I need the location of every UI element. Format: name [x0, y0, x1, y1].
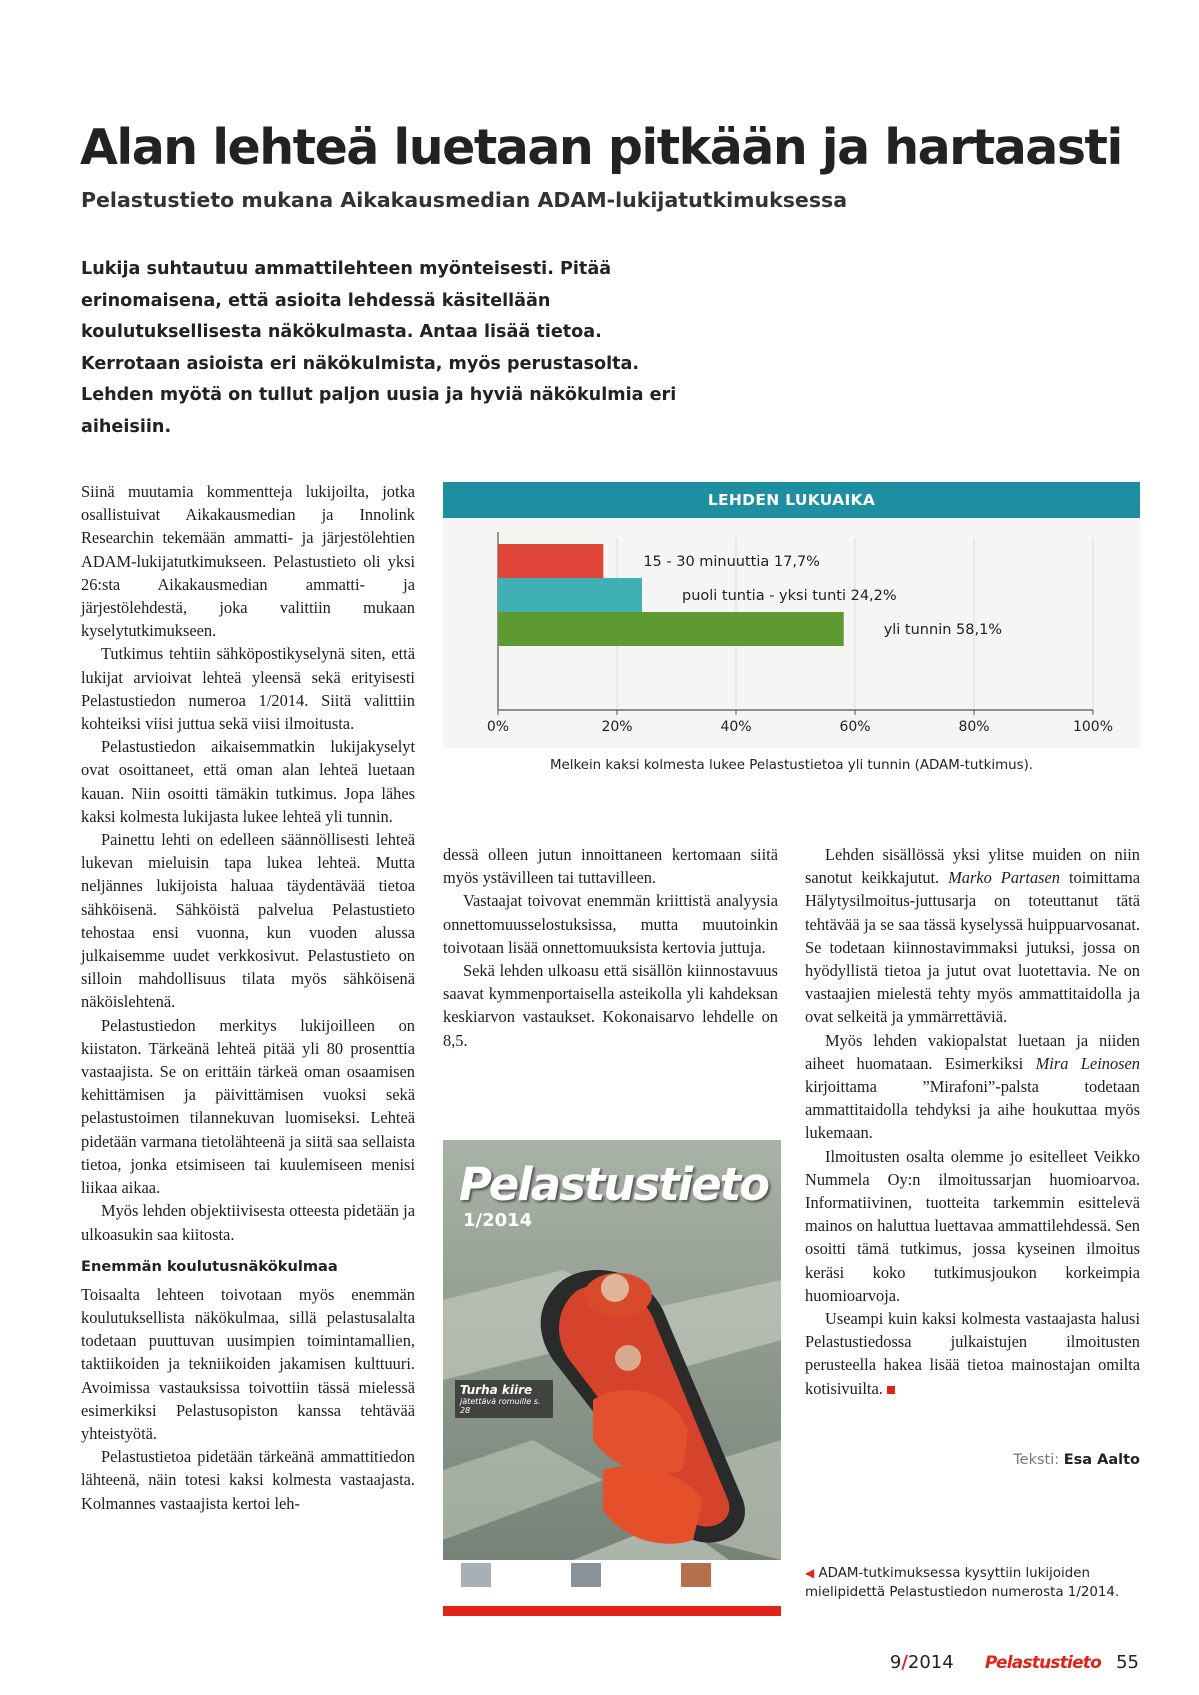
cover-teaser — [455, 1380, 553, 1418]
chart-data-label: 15 - 30 minuuttia 17,7% — [643, 554, 820, 570]
paragraph: Pelastustiedon merkitys lukijoilleen on kiistaton. Tärkeänä lehteä pitää yli 80 prosenttia vastaajista. Se on erittäin tärkeä oman osaamisen kehittämisen ja päivittämisen vuoksi sekä pelastustoimen tilannekuvan luomiseksi. Lehteä pidetään varmana tietolähteenä ja siitä saa sellaista tietoa, jonka etsimiseen tai kuulemiseen menisi liikaa aikaa. — [81, 1015, 415, 1198]
end-mark — [887, 1386, 895, 1394]
byline-label: Teksti: — [1013, 1452, 1060, 1468]
page-footer — [890, 1652, 1139, 1673]
paragraph: Myös lehden objektiivisesta otteesta pidetään ja ulkoasukin saa kiitosta. — [81, 1201, 415, 1244]
cover-bottom-strip — [443, 1560, 781, 1606]
article-lead: Lukija suhtautuu ammattilehteen myönteisesti. Pitää erinomaisena, että asioita lehdessä käsitellään koulutuksellisesta näkökulmasta. Antaa lisää tietoa. Kerrotaan asioista eri näkökulmista, myös perustasolta. Lehden myötä on tullut paljon uusia ja hyviä näkökulmia eri aiheisiin. — [81, 259, 677, 437]
body-column-1 — [81, 480, 415, 1515]
chart-data-label: yli tunnin 58,1% — [883, 622, 1003, 638]
reading-time-chart — [443, 482, 1140, 748]
cover-teaser-sub: jätettävä romuille s. 28 — [460, 1397, 541, 1415]
cover-thumb — [571, 1563, 601, 1587]
chart-tick-label: 60% — [839, 719, 871, 735]
cover-teaser-title: Turha kiire — [460, 1383, 533, 1397]
footer-issue-number: 9 — [889, 1652, 902, 1673]
paragraph — [805, 843, 1140, 1029]
chart-tick-label: 20% — [601, 719, 633, 735]
footer-slash: / — [901, 1652, 908, 1673]
cover-red-band — [443, 1606, 781, 1616]
person-name: Marko Partasen — [948, 868, 1060, 888]
paragraph: Tutkimus tehtiin sähköpostikyselynä siten, että lukijat arvioivat lehteä yleensä sekä erityisesti Pelastustiedon numeroa 1/2014. Siitä valittiin kohteiksi viisi juttua sekä viisi ilmoitusta. — [81, 644, 415, 734]
chart-title: LEHDEN LUKUAIKA — [443, 482, 1140, 518]
chart-plot — [443, 518, 1140, 748]
magazine-cover-image — [443, 1140, 781, 1616]
section-heading: Enemmän koulutusnäkökulmaa — [81, 1257, 338, 1275]
byline — [1013, 1452, 1140, 1468]
paragraph: dessä olleen jutun innoittaneen kertomaan siitä myös ystävilleen tai tuttavilleen. — [443, 845, 778, 888]
footer-magazine-name: Pelastustieto — [984, 1653, 1101, 1673]
text-run: Lehden sisällössä yksi ylitse muiden on niin sanotut keikkajutut. — [805, 845, 1140, 888]
paragraph: Toisaalta lehteen toivotaan myös enemmän koulutuksellista näkökulmaa, sillä pelastusalalta todetaan puuttuvan uusimpien toimintamallien, taktiikoiden ja tekniikoiden jakamisen kulttuuri. Avoimissa vastauksissa toivottiin tässä mielessä esimerkiksi Pelastusopiston kanssa tehtävää yhteistyötä. — [81, 1284, 415, 1443]
paragraph: Pelastustiedon aikaisemmatkin lukijakyselyt ovat osoittaneet, että oman alan lehteä luetaan kauan. Niin osoitti tämäkin tutkimus. Jopa lähes kaksi kolmesta lukijasta lukee lehteä yli tunnin. — [81, 737, 415, 826]
cover-thumb — [681, 1563, 711, 1587]
paragraph: Pelastustietoa pidetään tärkeänä ammattitiedon lähteenä, näin totesi kaksi kolmesta vastaajasta. Kolmannes vastaajista kertoi leh- — [81, 1447, 415, 1513]
text-run: kirjoittama ”Mirafoni”-palsta todetaan ammattitaidolla tehdyksi ja aihe houkuttaa myös lukemaan. — [805, 1077, 1140, 1143]
person-name: Mira Leinosen — [1035, 1053, 1140, 1073]
article-title: Alan lehteä luetaan pitkään ja hartaasti — [80, 119, 1122, 176]
body-column-3 — [805, 843, 1140, 1400]
chart-tick-label: 80% — [958, 719, 990, 735]
chart-caption: Melkein kaksi kolmesta lukee Pelastustietoa yli tunnin (ADAM-tutkimus). — [549, 758, 1034, 773]
caption-arrow-icon: ◀ — [805, 1566, 815, 1580]
paragraph — [805, 1307, 1140, 1400]
chart-bar — [498, 578, 642, 612]
paragraph: Siinä muutamia kommentteja lukijoilta, jotka osallistuivat Aikakausmedian ja Innolink Researchin tekemään ammatti- ja järjestölehtien ADAM-lukijatutkimukseen. Pelastustieto oli yksi 26:sta Aikakausmedian ammatti- ja järjestölehdestä, joka valittiin mukaan kyselytutkimukseen. — [81, 482, 415, 641]
chart-tick-label: 40% — [720, 719, 752, 735]
chart-tick-label: 100% — [1072, 719, 1114, 735]
body-column-2 — [443, 843, 778, 1052]
footer-page-number: 55 — [1116, 1652, 1139, 1673]
byline-name: Esa Aalto — [1063, 1452, 1140, 1468]
paragraph: Ilmoitusten osalta olemme jo esitelleet Veikko Nummela Oy:n ilmoitussarjan huomioarvoa. Informatiivinen, tuotteita tarkemmin esittelevä mainos on haluttua luettavaa ammattilehdessä. Sen osoitti tämä tutkimus, jossa kyseinen ilmoitus keräsi koko tutkimusjoukon korkeimpia huomioarvoja. — [805, 1146, 1140, 1305]
chart-bar — [498, 612, 844, 646]
paragraph — [805, 1029, 1140, 1145]
cover-issue: 1/2014 — [463, 1210, 533, 1231]
cover-masthead: Pelastustieto — [459, 1158, 769, 1211]
chart-bar — [498, 544, 603, 578]
paragraph: Vastaajat toivovat enemmän kriittistä analyysia onnettomuusselostuksissa, mutta muutoinkin toivotaan lisää onnettomuuksista kertovia juttuja. — [443, 891, 778, 957]
paragraph: Painettu lehti on edelleen säännöllisesti lehteä lukevan mieluisin tapa lukea lehteä. Mutta neljännes lukijoista haluaa täydentävää tietoa sähköisenä. Sähköistä palvelua Pelastustieto tehostaa ensi vuonna, kun vuoden alussa julkaisemme uudet verkkosivut. Pelastustieto on silloin mahdollisuus tilata myös sähköisenä näköislehtenä. — [81, 830, 415, 1012]
article-subtitle: Pelastustieto mukana Aikakausmedian ADAM-lukijatutkimuksessa — [81, 188, 848, 212]
footer-issue-year: 2014 — [907, 1652, 954, 1673]
text-run: Useampi kuin kaksi kolmesta vastaajasta halusi Pelastustiedossa julkaistujen ilmoitusten perusteella hakea lisää tietoa mainostajan omilta kotisivuilta. — [805, 1309, 1140, 1398]
cover-thumb — [461, 1563, 491, 1587]
paragraph: Sekä lehden ulkoasu että sisällön kiinnostavuus saavat kymmenportaisella asteikolla yli kahdeksan keskiarvon vastaukset. Kokonaisarvo lehdelle on 8,5. — [443, 961, 778, 1050]
text-run: Myös lehden vakiopalstat luetaan ja niiden aiheet huomataan. Esimerkiksi — [805, 1030, 1140, 1073]
text-run: toimittama Hälytysilmoitus-juttusarja on toteuttanut tätä tehtävää ja se saa tässä kyselyssä huippuarvosanat. Se todetaan kiinnostavimmaksi jutuksi, jossa on hyödyllistä tietoa ja jutut ovat luotettavia. Ne on vastaajien mielestä tehty myös ammattitaidolla ja ovat selkeitä ja ymmärrettäviä. — [805, 868, 1140, 1027]
chart-tick-label: 0% — [486, 719, 510, 735]
cover-caption-text: ADAM-tutkimuksessa kysyttiin lukijoiden mielipidettä Pelastustiedon numerosta 1/2014. — [805, 1566, 1120, 1600]
cover-caption — [805, 1564, 1135, 1602]
chart-data-label: puoli tuntia - yksi tunti 24,2% — [681, 588, 897, 604]
footer-issue — [890, 1652, 954, 1673]
